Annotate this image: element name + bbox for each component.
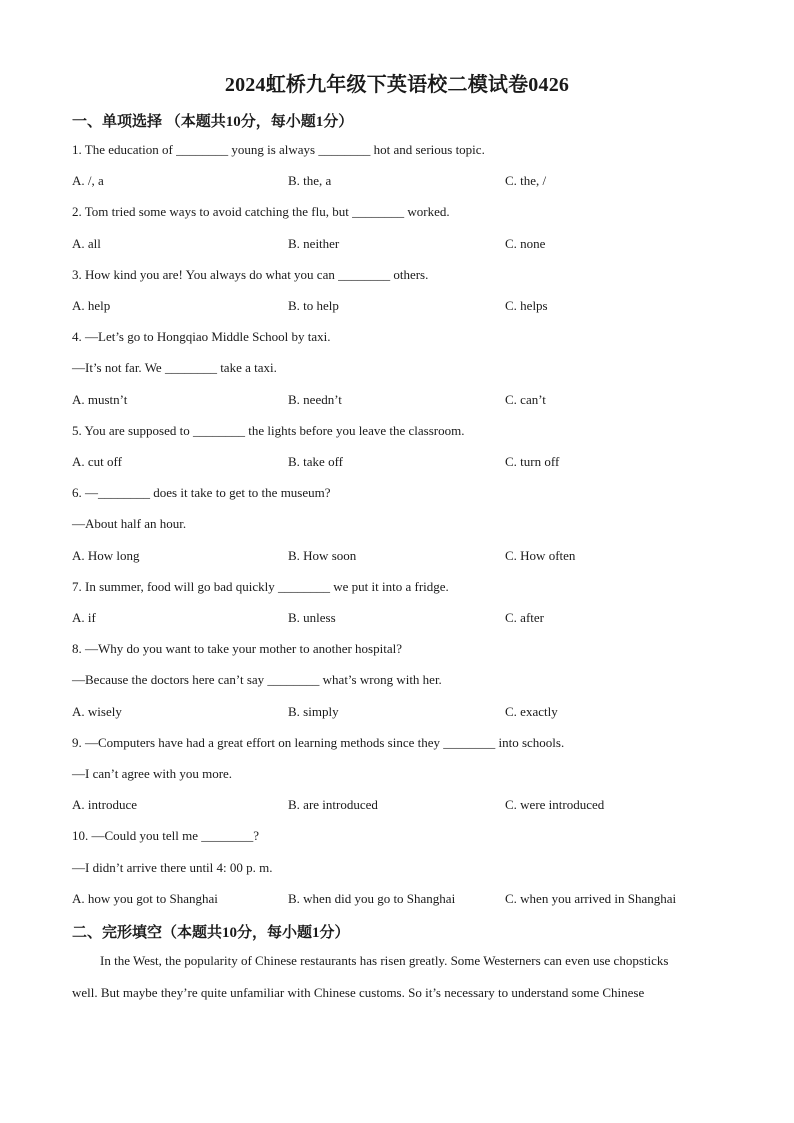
question-5-option-a: A. cut off	[72, 454, 122, 469]
cloze-paragraph-line-2: well. But maybe they’re quite unfamiliar with Chinese customs. So it’s necessary to understand some Chinese	[72, 985, 645, 1000]
question-9-option-b: B. are introduced	[288, 797, 378, 812]
question-10-stem: 10. —Could you tell me ________?	[72, 828, 260, 843]
question-8-option-a: A. wisely	[72, 704, 122, 719]
question-9-stem: 9. —Computers have had a great effort on learning methods since they ________ into schools.	[72, 735, 565, 750]
question-4-option-a: A. mustn’t	[72, 392, 128, 407]
question-2-stem: 2. Tom tried some ways to avoid catching the flu, but ________ worked.	[72, 204, 450, 219]
section1-heading: 一、单项选择 （本题共10分，每小题1分）	[72, 114, 354, 130]
question-3-option-c: C. helps	[505, 298, 548, 313]
question-10-option-b: B. when did you go to Shanghai	[288, 891, 456, 906]
question-10-response: —I didn’t arrive there until 4: 00 p. m.	[72, 860, 273, 875]
question-4-option-c: C. can’t	[505, 392, 546, 407]
cloze-paragraph-line-1: In the West, the popularity of Chinese restaurants has risen greatly. Some Westerners can even use chopsticks	[100, 953, 669, 968]
page-title: 2024虹桥九年级下英语校二模试卷0426	[224, 74, 570, 96]
question-10-option-a: A. how you got to Shanghai	[72, 891, 218, 906]
question-10-option-c: C. when you arrived in Shanghai	[505, 891, 677, 906]
question-7-option-a: A. if	[72, 610, 96, 625]
question-8-option-b: B. simply	[288, 704, 339, 719]
question-4-response: —It’s not far. We ________ take a taxi.	[72, 360, 277, 375]
question-8-option-c: C. exactly	[505, 704, 558, 719]
question-6-stem: 6. —________ does it take to get to the museum?	[72, 485, 331, 500]
question-7-option-b: B. unless	[288, 610, 336, 625]
question-1-option-a: A. /, a	[72, 173, 104, 188]
question-3-stem: 3. How kind you are! You always do what you can ________ others.	[72, 267, 429, 282]
question-7-option-c: C. after	[505, 610, 544, 625]
question-5-option-c: C. turn off	[505, 454, 560, 469]
question-2-option-b: B. neither	[288, 236, 340, 251]
section2-heading: 二、完形填空（本题共10分，每小题1分）	[72, 925, 350, 941]
question-9-option-c: C. were introduced	[505, 797, 605, 812]
question-8-stem: 8. —Why do you want to take your mother to another hospital?	[72, 641, 402, 656]
question-3-option-b: B. to help	[288, 298, 339, 313]
question-5-stem: 5. You are supposed to ________ the lights before you leave the classroom.	[72, 423, 465, 438]
question-6-response: —About half an hour.	[72, 516, 187, 531]
question-5-option-b: B. take off	[288, 454, 343, 469]
question-2-option-c: C. none	[505, 236, 546, 251]
question-4-stem: 4. —Let’s go to Hongqiao Middle School by taxi.	[72, 329, 331, 344]
question-2-option-a: A. all	[72, 236, 101, 251]
question-9-response: —I can’t agree with you more.	[72, 766, 233, 781]
question-1-option-c: C. the, /	[505, 173, 547, 188]
question-7-stem: 7. In summer, food will go bad quickly ________ we put it into a fridge.	[72, 579, 449, 594]
question-6-option-c: C. How often	[505, 548, 576, 563]
question-1-stem: 1. The education of ________ young is always ________ hot and serious topic.	[72, 142, 485, 157]
question-4-option-b: B. needn’t	[288, 392, 342, 407]
question-8-response: —Because the doctors here can’t say ________ what’s wrong with her.	[72, 672, 442, 687]
question-3-option-a: A. help	[72, 298, 111, 313]
question-6-option-a: A. How long	[72, 548, 140, 563]
question-1-option-b: B. the, a	[288, 173, 332, 188]
question-6-option-b: B. How soon	[288, 548, 357, 563]
question-9-option-a: A. introduce	[72, 797, 137, 812]
